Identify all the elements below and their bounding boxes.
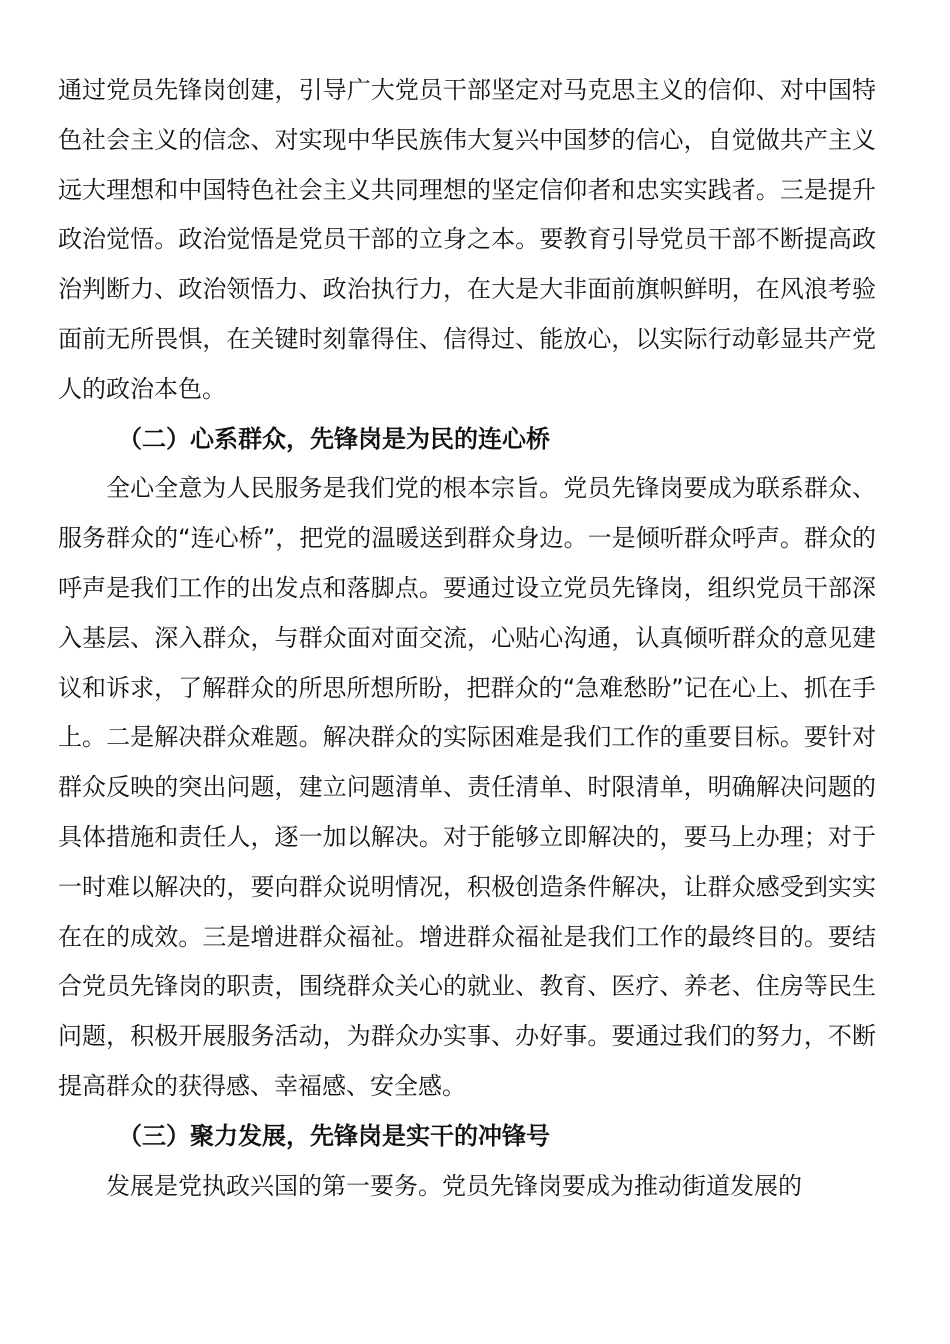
section-heading-2: （二）心系群众，先锋岗是为民的连心桥 xyxy=(118,424,550,453)
document-page xyxy=(58,66,876,1211)
section-heading-3: （三）聚力发展，先锋岗是实干的冲锋号 xyxy=(118,1121,550,1150)
body-paragraph-2: 全心全意为人民服务是我们党的根本宗旨。党员先锋岗要成为联系群众、服务群众的“连心桥”，把党的温暖送到群众身边。一是倾听群众呼声。群众的呼声是我们工作的出发点和落脚点。要通过设立党员先锋岗，组织党员干部深入基层、深入群众，与群众面对面交流，心贴心沟通，认真倾听群众的意见建议和诉求，了解群众的所思所想所盼，把群众的“急难愁盼”记在心上、抓在手上。二是解决群众难题。解决群众的实际困难是我们工作的重要目标。要针对群众反映的突出问题，建立问题清单、责任清单、时限清单，明确解决问题的具体措施和责任人，逐一加以解决。对于能够立即解决的，要马上办理；对于一时难以解决的，要向群众说明情况，积极创造条件解决，让群众感受到实实在在的成效。三是增进群众福祉。增进群众福祉是我们工作的最终目的。要结合党员先锋岗的职责，围绕群众关心的就业、教育、医疗、养老、住房等民生问题，积极开展服务活动，为群众办实事、办好事。要通过我们的努力，不断提高群众的获得感、幸福感、安全感。 xyxy=(58,474,876,1100)
body-paragraph-3: 发展是党执政兴国的第一要务。党员先锋岗要成为推动街道发展的 xyxy=(106,1171,802,1200)
body-paragraph-1: 通过党员先锋岗创建，引导广大党员干部坚定对马克思主义的信仰、对中国特色社会主义的信念、对实现中华民族伟大复兴中国梦的信心，自觉做共产主义远大理想和中国特色社会主义共同理想的坚定信仰者和忠实实践者。三是提升政治觉悟。政治觉悟是党员干部的立身之本。要教育引导党员干部不断提高政治判断力、政治领悟力、政治执行力，在大是大非面前旗帜鲜明，在风浪考验面前无所畏惧，在关键时刻靠得住、信得过、能放心，以实际行动彰显共产党人的政治本色。 xyxy=(58,76,876,403)
